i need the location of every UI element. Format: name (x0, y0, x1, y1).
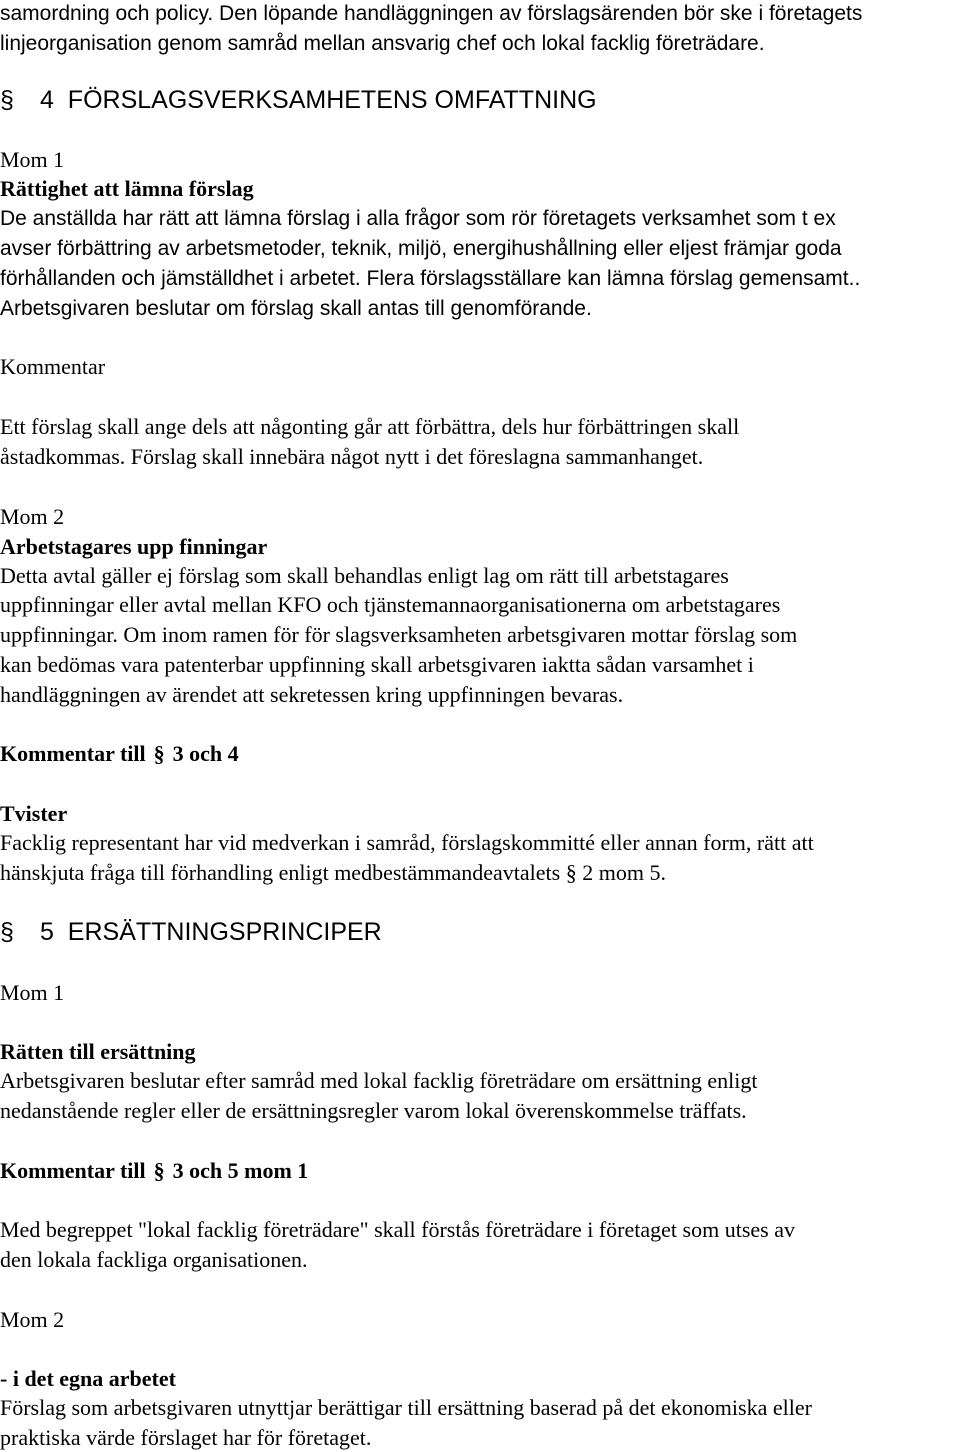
intro-line-1: samordning och policy. Den löpande handläggningen av förslagsärenden bör ske i företagets (0, 2, 863, 25)
comment-line-2: åstadkommas. Förslag skall innebära något nytt i det föreslagna sammanhanget. (0, 444, 704, 469)
disputes-body-2: hänskjuta fråga till förhandling enligt medbestämmandeavtalets § 2 mom 5. (0, 860, 666, 885)
s5-mom-1-body-1: Arbetsgivaren beslutar efter samråd med lokal facklig företrädare om ersättning enligt (0, 1068, 758, 1093)
s5-mom-2-body-2: praktiska värde förslaget har för företaget. (0, 1425, 372, 1450)
section-symbol: § (0, 86, 14, 114)
s5-mom-2-body-1: Förslag som arbetsgivaren utnyttjar berättigar till ersättning baserad på det ekonomiska eller (0, 1395, 812, 1420)
section-4-title: 4 FÖRSLAGSVERKSAMHETENS OMFATTNING (40, 86, 597, 114)
section-symbol: § (0, 918, 14, 946)
section-5-heading (0, 920, 382, 945)
section-symbol: § (153, 741, 165, 766)
comment-line-1: Ett förslag skall ange dels att någonting går att förbättra, dels hur förbättringen skall (0, 414, 740, 439)
mom-2-body-2: uppfinningar eller avtal mellan KFO och tjänstemannaorganisationerna om arbetstagares (0, 592, 781, 617)
s5-mom-1-title: Rätten till ersättning (0, 1039, 196, 1064)
comment-3-4-suffix: 3 och 4 (172, 741, 239, 766)
mom-2-title: Arbetstagares upp finningar (0, 534, 268, 559)
s5-mom-2-title: - i det egna arbetet (0, 1366, 176, 1391)
mom-1-body-3: förhållanden och jämställdhet i arbetet. Flera förslagsställare kan lämna förslag gemensamt.. (0, 267, 861, 290)
mom-1-body-1: De anställda har rätt att lämna förslag i alla frågor som rör företagets verksamhet som t ex (0, 207, 836, 230)
mom-2-body-5: handläggningen av ärendet att sekretessen kring uppfinningen bevaras. (0, 682, 624, 707)
section-symbol: § (153, 1158, 165, 1183)
section-4-heading (0, 88, 597, 113)
mom-1-label: Mom 1 (0, 147, 65, 172)
mom-2-body-1: Detta avtal gäller ej förslag som skall behandlas enligt lag om rätt till arbetstagares (0, 563, 729, 588)
disputes-body-1: Facklig representant har vid medverkan i samråd, förslagskommitté eller annan form, rätt att (0, 830, 814, 855)
section-5-title: 5 ERSÄTTNINGSPRINCIPER (40, 918, 382, 946)
comment-3-5-body-1: Med begreppet "lokal facklig företrädare" skall förstås företrädare i företaget som utses av (0, 1217, 795, 1242)
comment-3-5-suffix: 3 och 5 mom 1 (172, 1158, 309, 1183)
comment-3-4-heading (0, 743, 239, 765)
s5-mom-2-label: Mom 2 (0, 1307, 65, 1332)
s5-mom-1-label: Mom 1 (0, 980, 65, 1005)
s5-mom-1-body-2: nedanstående regler eller de ersättningsregler varom lokal överenskommelse träffats. (0, 1098, 747, 1123)
mom-2-body-3: uppfinningar. Om inom ramen för för slagsverksamheten arbetsgivaren mottar förslag som (0, 622, 798, 647)
comment-label: Kommentar (0, 354, 106, 379)
comment-3-5-body-2: den lokala fackliga organisationen. (0, 1247, 308, 1272)
intro-line-2: linjeorganisation genom samråd mellan ansvarig chef och lokal facklig företrädare. (0, 32, 765, 55)
comment-3-5-heading (0, 1160, 308, 1182)
mom-1-body-4: Arbetsgivaren beslutar om förslag skall antas till genomförande. (0, 297, 592, 320)
mom-2-label: Mom 2 (0, 504, 65, 529)
mom-1-body-2: avser förbättring av arbetsmetoder, teknik, miljö, energihushållning eller eljest främjar goda (0, 237, 842, 260)
mom-2-body-4: kan bedömas vara patenterbar uppfinning skall arbetsgivaren iaktta sådan varsamhet i (0, 652, 754, 677)
disputes-title: Tvister (0, 801, 68, 826)
comment-3-5-prefix: Kommentar till (0, 1158, 146, 1183)
comment-3-4-prefix: Kommentar till (0, 741, 146, 766)
mom-1-title: Rättighet att lämna förslag (0, 176, 254, 201)
